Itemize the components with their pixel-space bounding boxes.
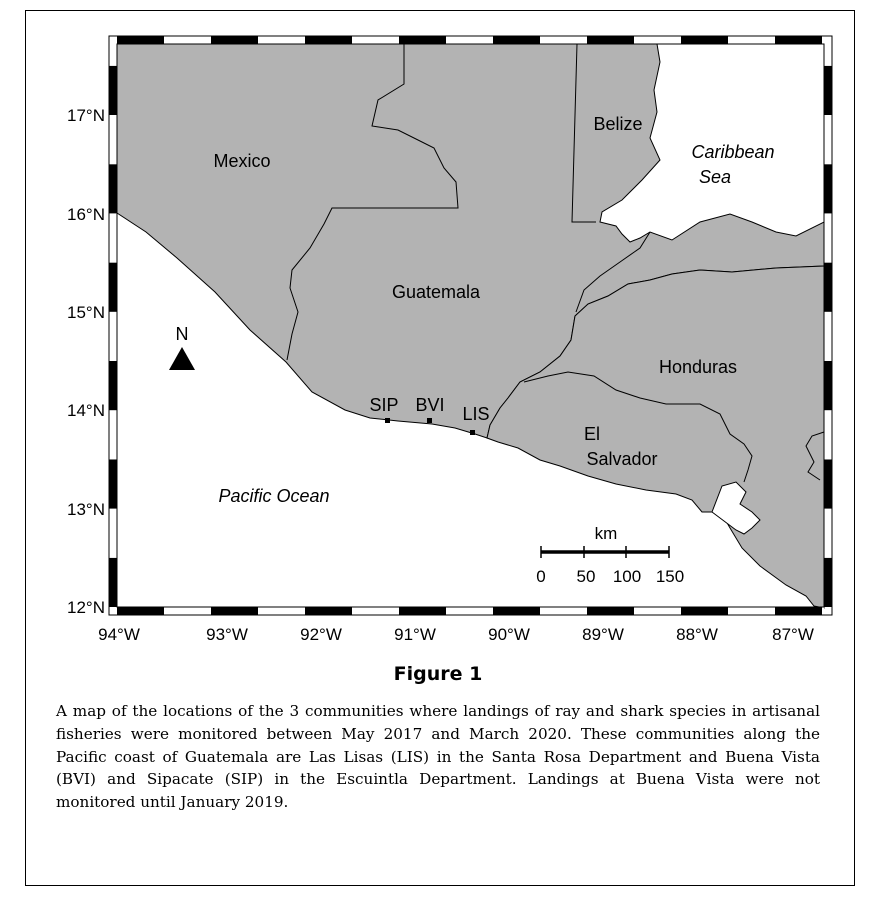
border-segment-bottom — [399, 607, 446, 615]
border-segment-top — [587, 36, 634, 44]
border-segment-top — [681, 36, 728, 44]
land-layer — [117, 44, 824, 608]
lat-labels — [67, 106, 105, 617]
border-segment-bottom — [258, 607, 305, 615]
site-label-bvi: BVI — [415, 395, 445, 415]
scale-unit: km — [594, 524, 618, 543]
lat-label-16: 16°N — [67, 205, 105, 224]
lat-label-15: 15°N — [67, 303, 105, 322]
border-segment-right — [824, 164, 832, 213]
border-segment-bottom — [540, 607, 587, 615]
border-segment-right — [824, 66, 832, 115]
border-segment-left — [109, 509, 117, 558]
border-segment-right — [824, 410, 832, 459]
lon-label-89: 89°W — [582, 625, 624, 644]
border-segment-bottom — [305, 607, 352, 615]
border-segment-bottom — [211, 607, 258, 615]
lon-label-88: 88°W — [676, 625, 718, 644]
border-segment-bottom — [587, 607, 634, 615]
lon-label-94: 94°W — [98, 625, 140, 644]
label-caribbean: Caribbean — [691, 142, 775, 162]
label-mexico: Mexico — [213, 151, 271, 171]
site-marker-lis — [470, 430, 475, 435]
border-segment-bottom — [493, 607, 540, 615]
label-salvador: Salvador — [586, 449, 658, 469]
border-segment-top — [211, 36, 258, 44]
border-segment-bottom — [681, 607, 728, 615]
lon-labels — [98, 625, 814, 644]
border-segment-bottom — [775, 607, 822, 615]
label-el: El — [583, 424, 601, 444]
site-marker-bvi — [427, 418, 432, 423]
lon-label-87: 87°W — [772, 625, 814, 644]
lon-label-93: 93°W — [206, 625, 248, 644]
border-segment-bottom — [117, 607, 164, 615]
site-marker-sip — [385, 418, 390, 423]
label-sea: Sea — [698, 167, 732, 187]
north-arrow-icon — [169, 347, 195, 370]
lat-label-17: 17°N — [67, 106, 105, 125]
border-segment-right — [824, 44, 832, 66]
border-segment-left — [109, 361, 117, 410]
lon-label-90: 90°W — [488, 625, 530, 644]
border-segment-bottom — [634, 607, 681, 615]
border-segment-right — [824, 558, 832, 607]
border-segment-right — [824, 213, 832, 262]
north-arrow — [169, 324, 195, 370]
border-segment-top — [352, 36, 399, 44]
border-segment-left — [109, 44, 117, 66]
border-segment-left — [109, 115, 117, 164]
border-segment-left — [109, 213, 117, 262]
border-segment-top — [775, 36, 822, 44]
figure-caption: A map of the locations of the 3 communities where landings of ray and shark species in artisanal fisheries were monitored between May 2017 and March 2020. These communities along the Pacific coast of Guatemala are Las Lisas (LIS) in the Santa Rosa Department and Buena Vista (BVI) and Sipacate (SIP) in the Escuintla Department. Landings at Buena Vista were not monitored until January 2019. — [56, 702, 820, 812]
border-segment-right — [824, 361, 832, 410]
scale-label-100: 100 — [612, 567, 642, 586]
figure-title: Figure 1 — [393, 663, 483, 685]
border-segment-right — [824, 115, 832, 164]
border-segment-top — [728, 36, 775, 44]
scale-bar — [536, 524, 684, 586]
lat-label-12: 12°N — [67, 598, 105, 617]
border-segment-top — [822, 36, 824, 44]
border-segment-bottom — [728, 607, 775, 615]
border-segment-left — [109, 459, 117, 508]
border-segment-left — [109, 312, 117, 361]
scale-label-150: 150 — [655, 567, 685, 586]
border-segment-right — [824, 312, 832, 361]
label-belize: Belize — [593, 114, 643, 134]
north-label: N — [175, 324, 189, 344]
border-segment-top — [305, 36, 352, 44]
scale-label-50: 50 — [576, 567, 596, 586]
border-segment-left — [109, 263, 117, 312]
border-segment-top — [446, 36, 493, 44]
border-segment-left — [109, 66, 117, 115]
border-segment-top — [634, 36, 681, 44]
scale-label-0: 0 — [536, 567, 546, 586]
border-segment-right — [824, 459, 832, 508]
lon-label-91: 91°W — [394, 625, 436, 644]
label-guatemala: Guatemala — [391, 282, 481, 302]
border-segment-top — [540, 36, 587, 44]
border-segment-bottom — [352, 607, 399, 615]
border-segment-bottom — [164, 607, 211, 615]
border-segment-top — [493, 36, 540, 44]
border-segment-bottom — [446, 607, 493, 615]
border-segment-left — [109, 558, 117, 607]
border-segment-top — [117, 36, 164, 44]
border-segment-left — [109, 410, 117, 459]
label-honduras: Honduras — [658, 357, 738, 377]
border-segment-right — [824, 509, 832, 558]
border-segment-top — [164, 36, 211, 44]
border-segment-top — [399, 36, 446, 44]
border-segment-bottom — [822, 607, 824, 615]
label-pacific-ocean: Pacific Ocean — [218, 486, 330, 506]
border-segment-left — [109, 164, 117, 213]
lat-label-13: 13°N — [67, 500, 105, 519]
border-segment-top — [258, 36, 305, 44]
lat-label-14: 14°N — [67, 401, 105, 420]
site-label-sip: SIP — [369, 395, 399, 415]
lon-label-92: 92°W — [300, 625, 342, 644]
border-segment-right — [824, 263, 832, 312]
site-label-lis: LIS — [462, 404, 490, 424]
